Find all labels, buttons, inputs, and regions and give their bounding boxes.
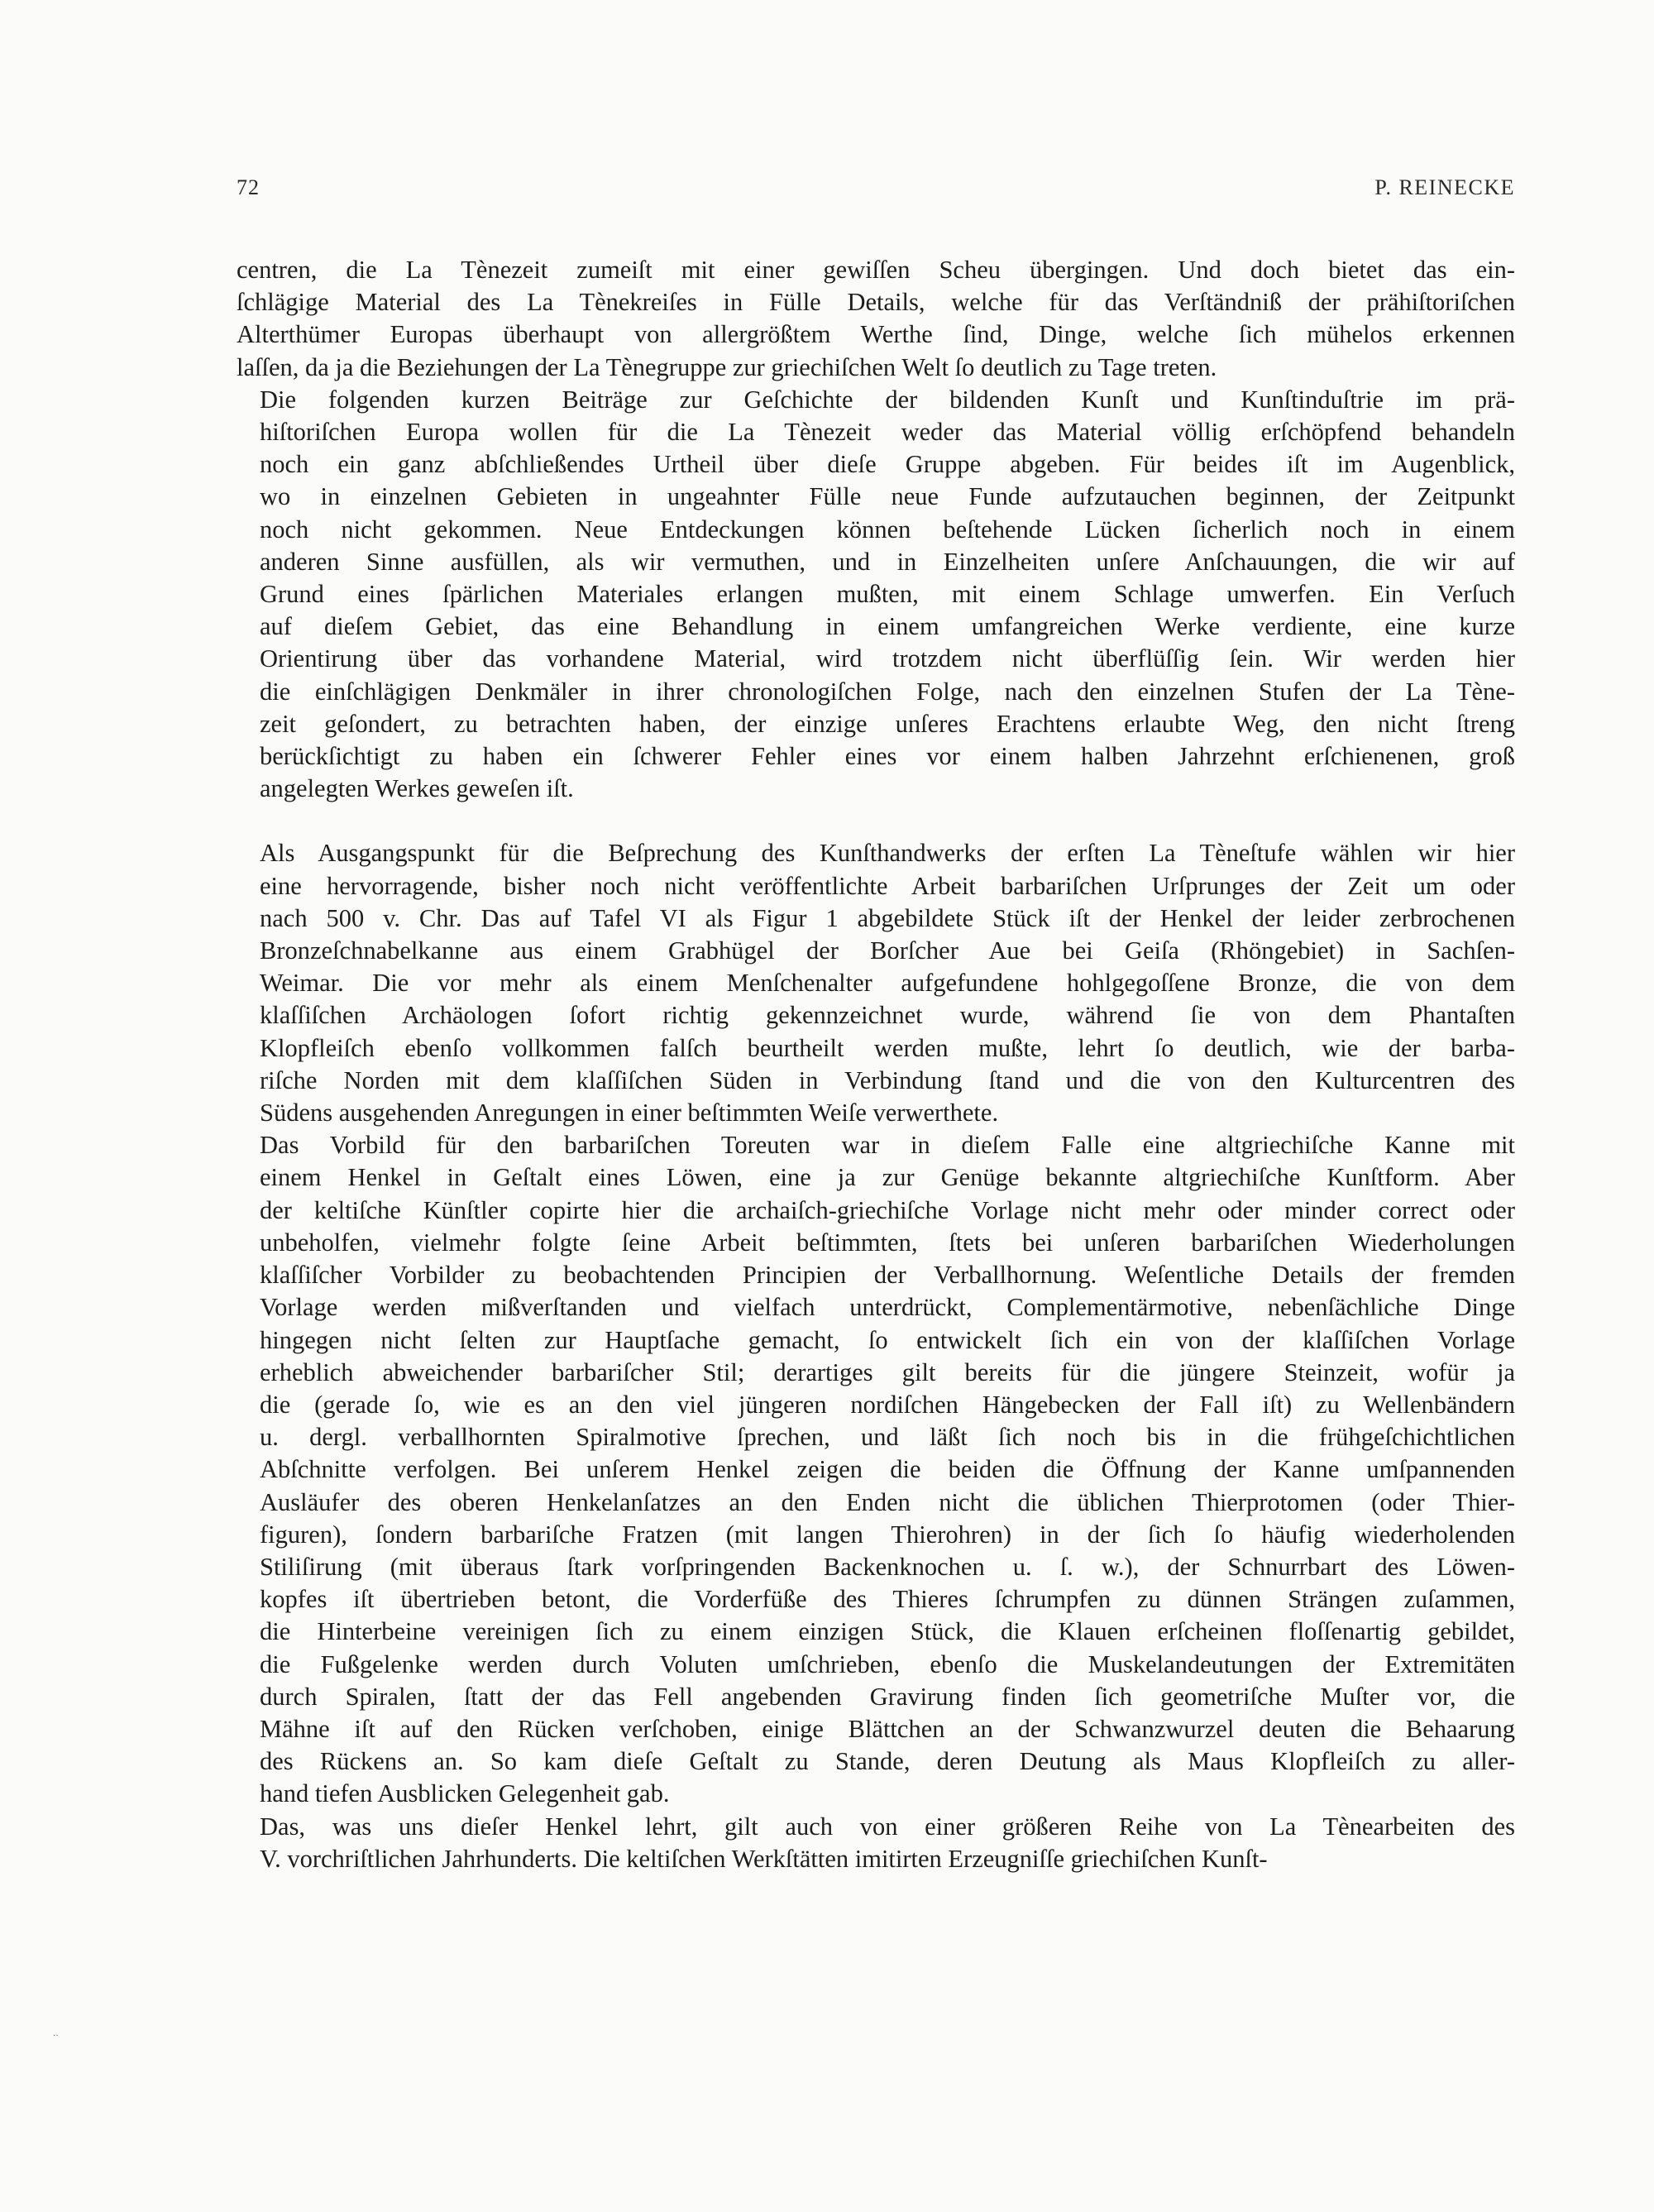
text-line: einem Henkel in Geſtalt eines Löwen, eine ja zur Genüge bekannte altgriechiſche Kunſtform. Aber — [260, 1163, 1515, 1192]
text-line: Grund eines ſpärlichen Materiales erlangen mußten, mit einem Schlage umwerfen. Ein Verſuch — [260, 580, 1515, 609]
text-line: angelegten Werkes geweſen iſt. — [260, 774, 574, 803]
text-line: Bronzeſchnabelkanne aus einem Grabhügel der Borſcher Aue bei Geiſa (Rhöngebiet) in Sachſen- — [260, 936, 1515, 965]
text-line: die Fußgelenke werden durch Voluten umſchrieben, ebenſo die Muskelandeutungen der Extremitäten — [260, 1649, 1515, 1678]
paragraph-p4 — [237, 1129, 1515, 1810]
text-line: figuren), ſondern barbariſche Fratzen (mit langen Thierohren) in der ſich ſo häufig wiederholenden — [260, 1520, 1515, 1549]
text-line: zeit geſondert, zu betrachten haben, der einzige unſeres Erachtens erlaubte Weg, den nicht ſtreng — [260, 709, 1515, 738]
paragraph-p3 — [237, 837, 1515, 1129]
text-line: klaſſiſcher Vorbilder zu beobachtenden Principien der Verballhornung. Weſentliche Details der fremden — [260, 1261, 1515, 1290]
text-line: anderen Sinne ausfüllen, als wir vermuthen, und in Einzelheiten unſere Anſchauungen, die wir auf — [260, 547, 1515, 576]
document-page — [237, 175, 1515, 1875]
text-line: Alterthümer Europas überhaupt von allergrößtem Werthe ſind, Dinge, welche ſich mühelos erkennen — [237, 320, 1515, 349]
text-line: berückſichtigt zu haben ein ſchwerer Fehler eines vor einem halben Jahrzehnt erſchienenen, groß — [260, 742, 1515, 771]
text-line: hiſtoriſchen Europa wollen für die La Tènezeit weder das Material völlig erſchöpfend behandeln — [260, 418, 1515, 447]
text-line: Klopfleiſch ebenſo vollkommen falſch beurtheilt werden mußte, lehrt ſo deutlich, wie der barba- — [260, 1033, 1515, 1062]
text-line: Stiliſirung (mit überaus ſtark vorſpringenden Backenknochen u. ſ. w.), der Schnurrbart des Löwen- — [260, 1552, 1515, 1581]
text-line: des Rückens an. So kam dieſe Geſtalt zu Stande, deren Deutung als Maus Klopfleiſch zu aller- — [260, 1747, 1515, 1776]
text-line: die einſchlägigen Denkmäler in ihrer chronologiſchen Folge, nach den einzelnen Stufen der La Tène- — [260, 677, 1515, 706]
text-line: laſſen, da ja die Beziehungen der La Tènegruppe zur griechiſchen Welt ſo deutlich zu Tage treten. — [237, 352, 1217, 381]
paragraph-p1 — [237, 254, 1515, 384]
text-line: Als Ausgangspunkt für die Beſprechung des Kunſthandwerks der erſten La Tèneſtufe wählen wir hier — [260, 839, 1515, 868]
paragraph-p5 — [237, 1811, 1515, 1875]
text-line: noch ein ganz abſchließendes Urtheil über dieſe Gruppe abgeben. Für beides iſt im Augenblick, — [260, 450, 1515, 479]
text-line: kopfes iſt übertrieben betont, die Vorderfüße des Thieres ſchrumpfen zu dünnen Strängen zuſammen, — [260, 1585, 1515, 1614]
text-line: centren, die La Tènezeit zumeiſt mit einer gewiſſen Scheu übergingen. Und doch bietet das ein- — [237, 256, 1515, 284]
text-line: unbeholfen, vielmehr folgte ſeine Arbeit beſtimmten, ſtets bei unſeren barbariſchen Wiederholungen — [260, 1228, 1515, 1257]
text-line: wo in einzelnen Gebieten in ungeahnter Fülle neue Funde aufzutauchen beginnen, der Zeitpunkt — [260, 482, 1515, 511]
page-number: 72 — [237, 175, 260, 199]
text-line: die (gerade ſo, wie es an den viel jüngeren nordiſchen Hängebecken der Fall iſt) zu Wellenbändern — [260, 1390, 1515, 1419]
text-line: hand tiefen Ausblicken Gelegenheit gab. — [260, 1779, 670, 1808]
text-line: Die folgenden kurzen Beiträge zur Geſchichte der bildenden Kunſt und Kunſtinduſtrie im prä- — [260, 385, 1515, 414]
text-line: der keltiſche Künſtler copirte hier die archaiſch-griechiſche Vorlage nicht mehr oder minder correct oder — [260, 1195, 1515, 1224]
text-line: u. dergl. verballhornten Spiralmotive ſprechen, und läßt ſich noch bis in die frühgeſchichtlichen — [260, 1423, 1515, 1452]
running-head — [237, 175, 1515, 225]
text-line: Das Vorbild für den barbariſchen Toreuten war in dieſem Falle eine altgriechiſche Kanne mit — [260, 1131, 1515, 1160]
text-line: riſche Norden mit dem klaſſiſchen Süden in Verbindung ſtand und die von den Kulturcentren des — [260, 1065, 1515, 1094]
scan-dust-mark: ·· — [53, 2032, 59, 2041]
text-line: eine hervorragende, bisher noch nicht veröffentlichte Arbeit barbariſchen Urſprunges der Zeit um oder — [260, 871, 1515, 900]
text-line: Mähne iſt auf den Rücken verſchoben, einige Blättchen an der Schwanzwurzel deuten die Behaarung — [260, 1714, 1515, 1743]
text-line: noch nicht gekommen. Neue Entdeckungen können beſtehende Lücken ſicherlich noch in einem — [260, 515, 1515, 543]
text-line: Vorlage werden mißverſtanden und vielfach unterdrückt, Complementärmotive, nebenſächliche Dinge — [260, 1293, 1515, 1322]
text-line: Abſchnitte verfolgen. Bei unſerem Henkel zeigen die beiden die Öffnung der Kanne umſpannenden — [260, 1455, 1515, 1484]
text-line: die Hinterbeine vereinigen ſich zu einem einzigen Stück, die Klauen erſcheinen floſſenartig gebildet, — [260, 1617, 1515, 1646]
body-text — [237, 254, 1515, 1875]
text-line: Weimar. Die vor mehr als einem Menſchenalter aufgefundene hohlgegoſſene Bronze, die von dem — [260, 969, 1515, 998]
paragraph-p2 — [237, 384, 1515, 806]
text-line: ſchlägige Material des La Tènekreiſes in Fülle Details, welche für das Verſtändniß der prähiſtoriſchen — [237, 288, 1515, 317]
text-line: hingegen nicht ſelten zur Hauptſache gemacht, ſo entwickelt ſich ein von der klaſſiſchen Vorlage — [260, 1325, 1515, 1354]
running-head-author: P. REINECKE — [1374, 175, 1515, 199]
text-line: auf dieſem Gebiet, das eine Behandlung in einem umfangreichen Werke verdiente, eine kurze — [260, 612, 1515, 641]
text-line: erheblich abweichender barbariſcher Stil; derartiges gilt bereits für die jüngere Steinzeit, wofür ja — [260, 1357, 1515, 1386]
text-line: Ausläufer des oberen Henkelanſatzes an den Enden nicht die üblichen Thierprotomen (oder Thier- — [260, 1487, 1515, 1516]
text-line: Südens ausgehenden Anregungen in einer beſtimmten Weiſe verwerthete. — [260, 1099, 999, 1128]
text-line: Orientirung über das vorhandene Material, wird trotzdem nicht überflüſſig ſein. Wir werden hier — [260, 644, 1515, 673]
text-line: nach 500 v. Chr. Das auf Tafel VI als Figur 1 abgebildete Stück iſt der Henkel der leider zerbrochenen — [260, 903, 1515, 932]
text-line: Das, was uns dieſer Henkel lehrt, gilt auch von einer größeren Reihe von La Tènearbeiten des — [260, 1812, 1515, 1841]
text-line: durch Spiralen, ſtatt der das Fell angebenden Gravirung finden ſich geometriſche Muſter vor, die — [260, 1682, 1515, 1711]
text-line: klaſſiſchen Archäologen ſofort richtig gekennzeichnet wurde, während ſie von dem Phantaſten — [260, 1001, 1515, 1030]
text-line: V. vorchriſtlichen Jahrhunderts. Die keltiſchen Werkſtätten imitirten Erzeugniſſe griechiſchen Kunſt- — [260, 1844, 1268, 1873]
